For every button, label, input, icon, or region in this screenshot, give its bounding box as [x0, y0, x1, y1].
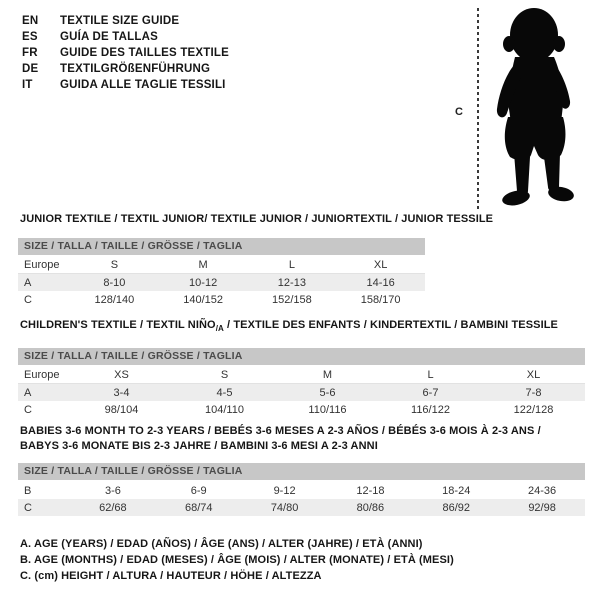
junior-table-title: JUNIOR TEXTILE / TEXTIL JUNIOR/ TEXTILE JUNIOR / JUNIORTEXTIL / JUNIOR TESSILE — [20, 213, 494, 225]
table-row-region — [18, 367, 585, 384]
col-header: XL — [373, 259, 388, 271]
note-age-months: B. AGE (MONTHS) / EDAD (MESES) / ÂGE (MOIS) / ALTER (MONATE) / ETÀ (MESI) — [20, 554, 454, 566]
col-header: M — [322, 369, 333, 382]
cell-value: 74/80 — [270, 501, 299, 514]
cell-value: 86/92 — [442, 501, 470, 514]
lang-row-it — [22, 77, 229, 93]
junior-table — [18, 212, 494, 308]
cell-value: 110/116 — [308, 403, 347, 416]
table-row — [18, 401, 585, 418]
lang-row-fr — [22, 45, 229, 61]
legend-notes — [20, 536, 454, 584]
cell-value: 152/158 — [271, 293, 312, 306]
title-line: BABIES 3-6 MONTH TO 2-3 YEARS / BEBÉS 3-6 MESES A 2-3 AÑOS / BÉBÉS 3-6 MOIS À 2-3 ANS / — [20, 425, 541, 437]
cell-value: 9-12 — [273, 484, 296, 497]
lang-code: DE — [22, 63, 39, 75]
cell-value: 158/170 — [360, 293, 401, 306]
size-header-band: SIZE / TALLA / TAILLE / GRÖSSE / TAGLIA — [18, 238, 425, 255]
row-label: C — [24, 501, 32, 514]
lang-row-de — [22, 61, 229, 77]
lang-label: GUÍA DE TALLAS — [60, 31, 158, 43]
note-age-years: A. AGE (YEARS) / EDAD (AÑOS) / ÂGE (ANS) / ALTER (JAHRE) / ETÀ (ANNI) — [20, 538, 423, 550]
row-label: A — [24, 386, 32, 399]
cell-value: 116/122 — [411, 403, 450, 416]
table-row — [18, 291, 425, 308]
cell-value: 92/98 — [528, 501, 556, 514]
lang-label: TEXTILE SIZE GUIDE — [60, 15, 180, 27]
row-label: A — [24, 276, 32, 289]
cell-value: 80/86 — [356, 501, 385, 514]
note-height: C. (cm) HEIGHT / ALTURA / HAUTEUR / HÖHE / ALTEZZA — [20, 570, 322, 582]
cell-value: 14-16 — [366, 276, 395, 289]
children-table — [18, 318, 585, 418]
region-label: Europe — [24, 369, 60, 382]
col-header: L — [288, 259, 295, 271]
title-line: BABYS 3-6 MONATE BIS 2-3 JAHRE / BAMBINI 3-6 MESI A 2-3 ANNI — [20, 440, 378, 452]
region-label: Europe — [24, 259, 60, 271]
table-row-region — [18, 257, 425, 274]
table-row — [18, 274, 425, 291]
babies-table — [18, 424, 585, 516]
table-row — [18, 499, 585, 516]
title-part: CHILDREN'S TEXTILE / TEXTIL NIÑO — [20, 319, 216, 331]
children-table-title — [20, 318, 585, 336]
cell-value: 3-4 — [113, 386, 130, 399]
lang-code: ES — [22, 31, 38, 43]
cell-value: 98/104 — [104, 403, 139, 416]
col-header: M — [198, 259, 208, 271]
cell-value: 68/74 — [184, 501, 213, 514]
cell-value: 5-6 — [319, 386, 336, 399]
size-header-band: SIZE / TALLA / TAILLE / GRÖSSE / TAGLIA — [18, 463, 585, 480]
lang-label: GUIDE DES TAILLES TEXTILE — [60, 47, 229, 59]
language-legend — [22, 13, 229, 93]
cell-value: 7-8 — [525, 386, 542, 399]
table-row — [18, 482, 585, 499]
row-label: C — [24, 403, 32, 416]
col-header: XS — [114, 369, 129, 382]
cell-value: 140/152 — [183, 293, 223, 306]
lang-code: EN — [22, 15, 39, 27]
row-label: C — [24, 293, 32, 306]
lang-label: GUIDA ALLE TAGLIE TESSILI — [60, 79, 226, 91]
table-row — [18, 384, 585, 401]
col-header: XL — [526, 369, 541, 382]
cell-value: 3-6 — [104, 484, 121, 497]
row-label: B — [24, 484, 32, 497]
cell-value: 18-24 — [442, 484, 471, 497]
cell-value: 62/68 — [99, 501, 127, 514]
cell-value: 6-9 — [190, 484, 207, 497]
cell-value: 10-12 — [189, 276, 218, 289]
height-measure-line — [477, 8, 479, 210]
cell-value: 24-36 — [528, 484, 557, 497]
cell-value: 12-13 — [277, 276, 306, 289]
size-header-band: SIZE / TALLA / TAILLE / GRÖSSE / TAGLIA — [18, 348, 585, 365]
cell-value: 8-10 — [103, 276, 126, 289]
title-subscript: /A — [215, 324, 224, 334]
col-header: L — [427, 369, 434, 382]
cell-value: 6-7 — [422, 386, 439, 399]
col-header: S — [220, 369, 229, 382]
lang-label: TEXTILGRÖßENFÜHRUNG — [60, 63, 211, 75]
lang-row-en — [22, 13, 229, 29]
babies-table-title — [20, 424, 585, 454]
cell-value: 128/140 — [94, 293, 135, 306]
height-measure-label: C — [455, 106, 463, 118]
title-part: / TEXTILE DES ENFANTS / KINDERTEXTIL / BAMBINI TESSILE — [223, 319, 558, 331]
lang-code: FR — [22, 47, 38, 59]
col-header: S — [110, 259, 119, 271]
cell-value: 104/110 — [205, 403, 244, 416]
cell-value: 12-18 — [356, 484, 385, 497]
lang-row-es — [22, 29, 229, 45]
baby-silhouette — [484, 5, 590, 211]
cell-value: 122/128 — [513, 403, 554, 416]
lang-code: IT — [22, 79, 33, 91]
cell-value: 4-5 — [216, 386, 233, 399]
